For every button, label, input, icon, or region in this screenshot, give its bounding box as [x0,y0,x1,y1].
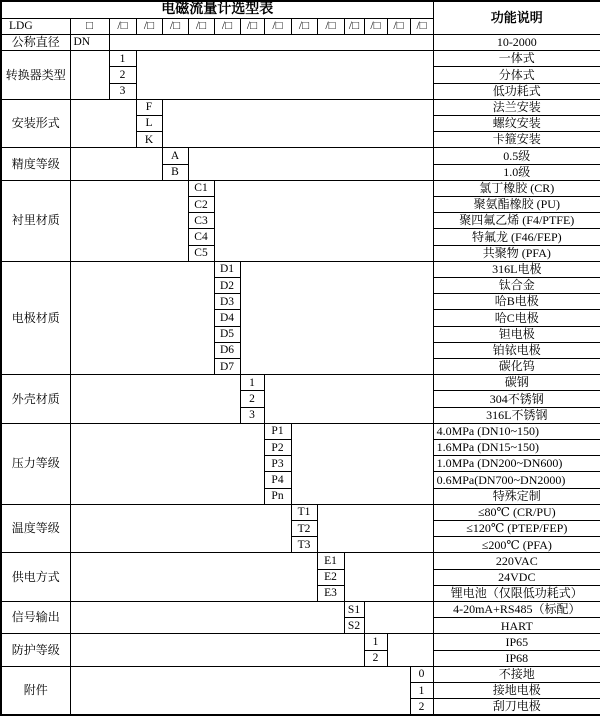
empty-region [240,261,433,374]
code-slot: /□ [344,18,364,34]
empty-region [317,504,433,553]
empty-region [70,602,344,634]
empty-region [70,504,291,553]
value-cell: 碳钢 [433,375,600,391]
code-slot: /□ [109,18,136,34]
code-cell: P3 [264,456,291,472]
code-slot: /□ [240,18,264,34]
code-cell: T3 [291,537,317,553]
category-label: 压力等级 [1,423,70,504]
value-cell: 0.6MPa(DN700~DN2000) [433,472,600,488]
value-cell: 一体式 [433,51,600,67]
value-cell: 316L不锈钢 [433,407,600,423]
category-label: 信号输出 [1,602,70,634]
value-cell: 铂铱电极 [433,342,600,358]
empty-region [136,51,433,100]
empty-region [188,148,433,180]
code-cell: D7 [214,358,240,374]
code-slot: /□ [387,18,410,34]
value-cell: 4-20mA+RS485（标配） [433,602,600,618]
value-cell: 1.0MPa (DN200~DN600) [433,456,600,472]
empty-region [70,99,136,148]
empty-region [70,51,109,100]
value-cell: ≤120℃ (PTEP/FEP) [433,521,600,537]
code-slot: /□ [214,18,240,34]
value-cell: IP65 [433,634,600,650]
empty-region [70,553,317,602]
value-cell: 共聚物 (PFA) [433,245,600,261]
code-cell: D4 [214,310,240,326]
model-code-label: LDG [1,18,70,34]
value-cell: 钽电极 [433,326,600,342]
code-cell: E1 [317,553,344,569]
code-cell: T1 [291,504,317,520]
code-cell: A [162,148,188,164]
code-slot: /□ [291,18,317,34]
value-cell: 特殊定制 [433,488,600,504]
value-cell: 锂电池（仅限低功耗式） [433,585,600,601]
empty-region [70,261,214,374]
category-label: 公称直径 [1,34,70,50]
code-slot: /□ [264,18,291,34]
code-cell: D6 [214,342,240,358]
empty-region [70,666,410,715]
empty-region [364,602,433,634]
code-cell: 1 [240,375,264,391]
code-cell: 2 [364,650,387,666]
value-cell: IP68 [433,650,600,666]
code-cell: 2 [109,67,136,83]
code-cell: 2 [410,699,433,715]
empty-region [70,634,364,666]
code-cell: 2 [240,391,264,407]
value-cell: 特氟龙 (F46/FEP) [433,229,600,245]
category-label: 防护等级 [1,634,70,666]
empty-region [387,634,433,666]
code-slot: /□ [188,18,214,34]
code-cell: 1 [410,683,433,699]
category-label: 供电方式 [1,553,70,602]
category-label: 电极材质 [1,261,70,374]
value-cell: 1.6MPa (DN15~150) [433,439,600,455]
empty-region [291,423,433,504]
code-cell: 1 [364,634,387,650]
value-cell: HART [433,618,600,634]
value-cell: 304不锈钢 [433,391,600,407]
category-label: 转换器类型 [1,51,70,100]
code-cell: L [136,115,162,131]
category-label: 安装形式 [1,99,70,148]
value-cell: 哈B电极 [433,294,600,310]
empty-region [344,553,433,602]
code-cell: B [162,164,188,180]
value-cell: 10-2000 [433,34,600,50]
code-cell: P1 [264,423,291,439]
code-cell: C1 [188,180,214,196]
code-cell: C5 [188,245,214,261]
code-cell: E3 [317,585,344,601]
empty-region [109,34,433,50]
empty-region [162,99,433,148]
value-cell: ≤80℃ (CR/PU) [433,504,600,520]
value-cell: 钛合金 [433,277,600,293]
empty-region [70,148,162,180]
code-slot: /□ [410,18,433,34]
value-cell: 24VDC [433,569,600,585]
value-cell: 卡箍安装 [433,132,600,148]
code-cell: C4 [188,229,214,245]
value-cell: 法兰安装 [433,99,600,115]
value-cell: ≤200℃ (PFA) [433,537,600,553]
code-cell: 3 [240,407,264,423]
value-cell: 刮刀电极 [433,699,600,715]
code-cell: D1 [214,261,240,277]
code-cell: 1 [109,51,136,67]
code-cell: 0 [410,666,433,682]
code-cell: F [136,99,162,115]
code-slot-box: □ [70,18,109,34]
function-column-header: 功能说明 [433,1,600,34]
code-cell: C3 [188,213,214,229]
value-cell: 0.5级 [433,148,600,164]
value-cell: 氯丁橡胶 (CR) [433,180,600,196]
value-cell: 哈C电极 [433,310,600,326]
value-cell: 碳化钨 [433,358,600,374]
code-cell: E2 [317,569,344,585]
value-cell: 不接地 [433,666,600,682]
value-cell: 316L电极 [433,261,600,277]
category-label: 附件 [1,666,70,715]
code-cell: D3 [214,294,240,310]
category-label: 精度等级 [1,148,70,180]
code-cell: K [136,132,162,148]
empty-region [264,375,433,424]
code-cell: S1 [344,602,364,618]
value-cell: 聚氨酯橡胶 (PU) [433,196,600,212]
code-cell: DN [70,34,109,50]
code-cell: P2 [264,439,291,455]
value-cell: 接地电极 [433,683,600,699]
value-cell: 4.0MPa (DN10~150) [433,423,600,439]
empty-region [214,180,433,261]
code-slot: /□ [136,18,162,34]
empty-region [70,180,188,261]
table-title: 电磁流量计选型表 [1,1,433,18]
code-cell: T2 [291,521,317,537]
code-cell: D2 [214,277,240,293]
value-cell: 聚四氟乙烯 (F4/PTFE) [433,213,600,229]
code-cell: Pn [264,488,291,504]
value-cell: 1.0级 [433,164,600,180]
code-cell: S2 [344,618,364,634]
empty-region [70,423,264,504]
value-cell: 分体式 [433,67,600,83]
value-cell: 螺纹安装 [433,115,600,131]
code-cell: C2 [188,196,214,212]
category-label: 外壳材质 [1,375,70,424]
code-cell: P4 [264,472,291,488]
code-slot: /□ [162,18,188,34]
value-cell: 220VAC [433,553,600,569]
code-cell: 3 [109,83,136,99]
empty-region [70,375,240,424]
code-slot: /□ [317,18,344,34]
category-label: 衬里材质 [1,180,70,261]
category-label: 温度等级 [1,504,70,553]
code-cell: D5 [214,326,240,342]
code-slot: /□ [364,18,387,34]
value-cell: 低功耗式 [433,83,600,99]
